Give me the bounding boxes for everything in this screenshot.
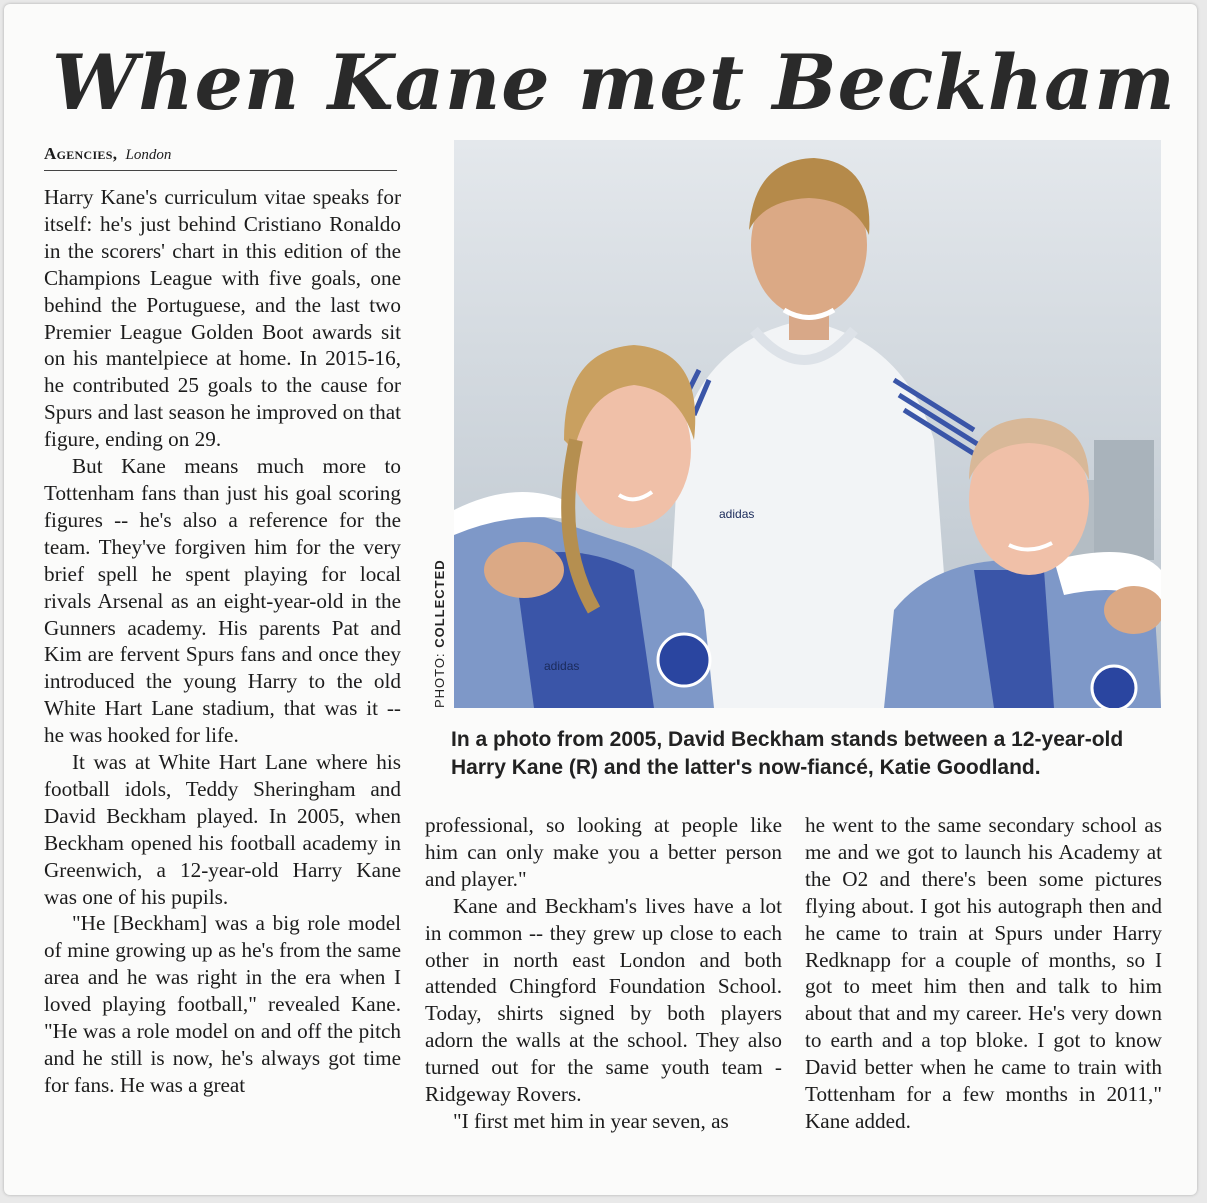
paragraph: "I first met him in year seven, as (453, 1108, 729, 1133)
photo-credit (432, 559, 447, 708)
news-photo (454, 140, 1161, 708)
newspaper-clipping (4, 4, 1197, 1195)
adidas-logo: adidas (719, 507, 755, 521)
photo-credit-source: COLLECTED (432, 559, 447, 648)
paragraph: But Kane means much more to Tottenham fans than just his goal scoring figures -- he's also a reference for the team. They've forgiven him for the very brief spell he spent playing for local rivals Arsenal as an eight-year-old in the Gunners academy. His parents Pat and Kim are fervent Spurs fans and once they introduced the young Harry to the old White Hart Lane stadium, that was it -- he was hooked for life. (44, 454, 401, 748)
article-column-1 (44, 184, 401, 1099)
paragraph: It was at White Hart Lane where his football idols, Teddy Sheringham and David Beckham played. In 2005, when Beckham opened his football academy in Greenwich, a 12-year-old Harry Kane was one of his pupils. (44, 750, 401, 909)
byline-agency: Agencies, (44, 144, 118, 163)
byline (44, 144, 397, 171)
paragraph: he went to the same secondary school as me and we got to launch his Academy at the O2 and there's been some pictures flying about. I got his autograph then and he came to train at Spurs under Harry Redknapp for a couple of months, so I got to meet him then and talk to him about that and my career. He's very down to earth and a top bloke. I got to know David better when he came to train with Tottenham for a few months in 2011," Kane added. (805, 813, 1162, 1133)
photo-caption: In a photo from 2005, David Beckham stands between a 12-year-old Harry Kane (R) and the latter's now-fiancé, Katie Goodland. (451, 728, 1124, 779)
article-column-2 (425, 812, 782, 1135)
photo-credit-label: PHOTO: (432, 647, 447, 708)
paragraph: professional, so looking at people like him can only make you a better person and player." (425, 813, 782, 891)
adidas-logo: adidas (544, 659, 580, 673)
article-column-3 (805, 812, 1162, 1135)
headline: When Kane met Beckham (52, 38, 1176, 127)
paragraph: Harry Kane's curriculum vitae speaks for itself: he's just behind Cristiano Ronaldo in the scorers' chart in this edition of the Champions League with five goals, one behind the Portuguese, and the last two Premier League Golden Boot awards sit on his mantelpiece at home. In 2015-16, he contributed 25 goals to the cause for Spurs and last season he improved on that figure, ending on 29. (44, 185, 401, 452)
paragraph: "He [Beckham] was a big role model of mine growing up as he's from the same area and he was right in the era when I loved playing football," revealed Kane. "He was a role model on and off the pitch and he still is now, he's always got time for fans. He was a great (44, 911, 401, 1097)
paragraph: Kane and Beckham's lives have a lot in common -- they grew up close to each other in north east London and both attended Chingford Foundation School. Today, shirts signed by both players adorn the walls at the school. They also turned out for the same youth team - Ridgeway Rovers. (425, 893, 782, 1107)
byline-place: London (125, 147, 172, 163)
